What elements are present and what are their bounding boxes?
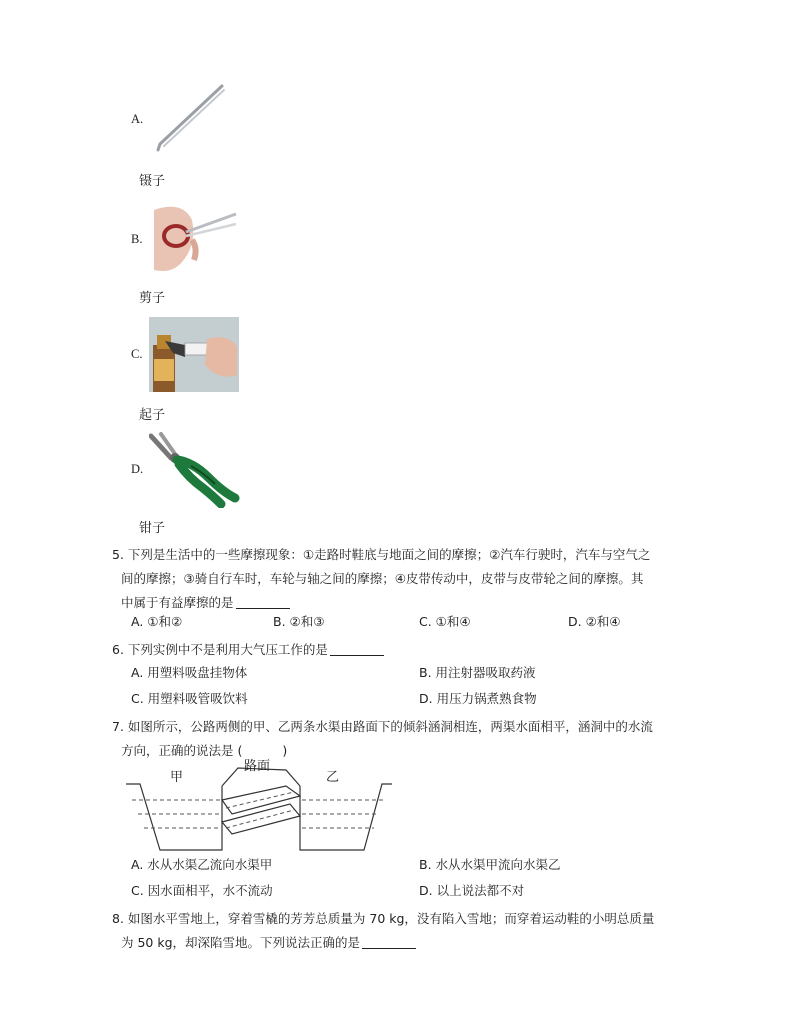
q5-line3: 中属于有益摩擦的是 <box>112 591 702 615</box>
q5-option-d[interactable]: D. ②和④ <box>568 614 621 629</box>
q7-option-b[interactable]: B. 水从水渠甲流向水渠乙 <box>419 857 561 872</box>
q6-option-b[interactable]: B. 用注射器吸取药液 <box>419 665 536 680</box>
q7-canal-diagram <box>126 760 396 855</box>
q8-line2: 为 50 kg，却深陷雪地。下列说法正确的是 <box>112 931 702 955</box>
q5-answer-blank[interactable] <box>236 595 290 609</box>
q7-option-d[interactable]: D. 以上说法都不对 <box>419 883 525 898</box>
option-d-letter: D. <box>131 462 144 476</box>
q5-line1: 5. 下列是生活中的一些摩擦现象：①走路时鞋底与地面之间的摩擦；②汽车行驶时，汽车与空气之 <box>112 547 651 562</box>
q7-label-road: 路面 <box>244 759 271 774</box>
q7-label-jia: 甲 <box>170 770 184 785</box>
q5-option-a[interactable]: A. ①和② <box>131 614 183 629</box>
option-b-letter: B. <box>131 232 143 246</box>
option-a-letter: A. <box>131 112 144 126</box>
pliers-image <box>149 432 241 508</box>
option-c-caption: 起子 <box>139 408 166 423</box>
q5-line2: 间的摩擦；③骑自行车时，车轮与轴之间的摩擦；④皮带传动中，皮带与皮带轮之间的摩擦。其 <box>121 571 644 586</box>
scissors-image <box>152 200 238 274</box>
q6-answer-blank[interactable] <box>330 642 384 656</box>
option-a-caption: 镊子 <box>139 174 166 189</box>
q7-line2: 方向，正确的说法是 ( ) <box>121 743 288 758</box>
q6-line1: 6. 下列实例中不是利用大气压工作的是 <box>112 638 702 662</box>
q8-answer-blank[interactable] <box>362 935 416 949</box>
question-5 <box>112 543 702 615</box>
option-c-letter: C. <box>131 347 143 361</box>
option-d-caption: 钳子 <box>139 521 166 536</box>
q5-option-b[interactable]: B. ②和③ <box>273 614 325 629</box>
tweezers-image <box>152 82 227 154</box>
question-6 <box>112 638 702 662</box>
q6-option-a[interactable]: A. 用塑料吸盘挂物体 <box>131 665 248 680</box>
q7-label-yi: 乙 <box>326 770 340 785</box>
q6-option-c[interactable]: C. 用塑料吸管吸饮料 <box>131 691 248 706</box>
question-7 <box>112 715 702 763</box>
q7-option-a[interactable]: A. 水从水渠乙流向水渠甲 <box>131 857 273 872</box>
bottle-opener-image <box>149 317 239 392</box>
q7-option-c[interactable]: C. 因水面相平，水不流动 <box>131 883 273 898</box>
q8-line1: 8. 如图水平雪地上，穿着雪橇的芳芳总质量为 70 kg，没有陷入雪地；而穿着运动鞋的小明总质量 <box>112 911 655 926</box>
q5-option-c[interactable]: C. ①和④ <box>419 614 471 629</box>
q6-option-d[interactable]: D. 用压力锅煮熟食物 <box>419 691 537 706</box>
question-8 <box>112 907 702 955</box>
q7-line1: 7. 如图所示，公路两侧的甲、乙两条水渠由路面下的倾斜涵洞相连，两渠水面相平，涵洞中的水流 <box>112 719 653 734</box>
option-b-caption: 剪子 <box>139 291 166 306</box>
